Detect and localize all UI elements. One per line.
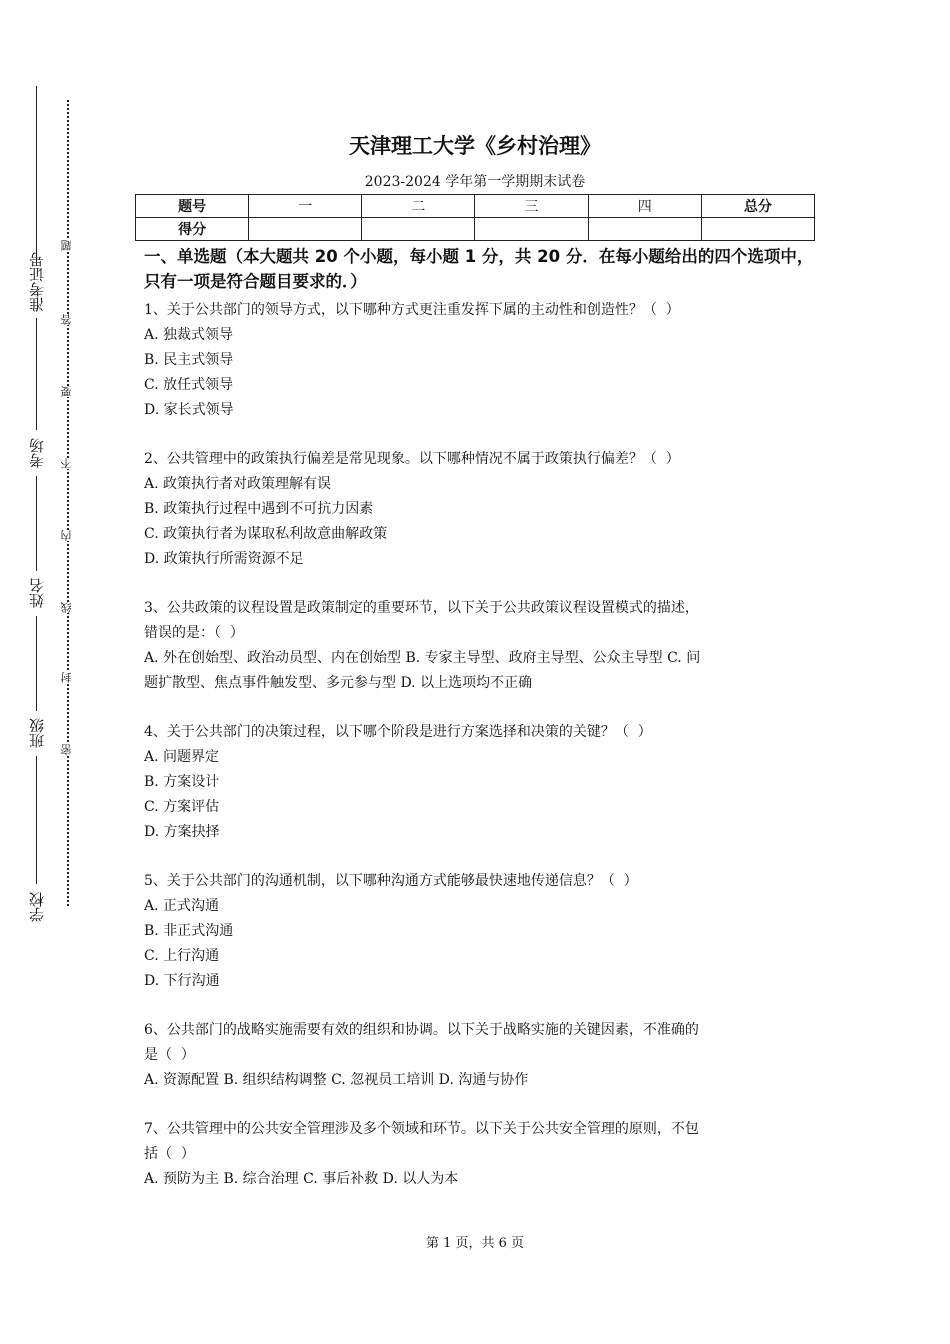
margin-rule (36, 616, 37, 711)
score-table-cell: 题号 (136, 195, 249, 218)
question-line: A. 政策执行者对政策理解有误 (144, 476, 332, 492)
question-block (144, 1018, 816, 1093)
question-line: D. 下行沟通 (144, 973, 220, 989)
question-line: 题扩散型、焦点事件触发型、多元参与型 D. 以上选项均不正确 (144, 675, 533, 691)
score-table-cell: 得分 (136, 218, 249, 241)
score-table-cell: 四 (588, 195, 701, 218)
question-block (144, 596, 816, 696)
question-stem: 1、关于公共部门的领导方式，以下哪种方式更注重发挥下属的主动性和创造性？（ ） (144, 302, 680, 318)
question-line: A. 资源配置 B. 组织结构调整 C. 忽视员工培训 D. 沟通与协作 (144, 1072, 529, 1088)
question-block (144, 720, 816, 845)
page-footer: 第 1 页，共 6 页 (425, 1236, 525, 1251)
question-line: 括（ ） (144, 1146, 195, 1162)
question-line: C. 上行沟通 (144, 948, 220, 964)
question-line: C. 放任式领导 (144, 377, 234, 393)
exam-title: 天津理工大学《乡村治理》 (349, 134, 601, 158)
question-block (144, 869, 816, 994)
question-line: B. 政策执行过程中遇到不可抗力因素 (144, 501, 374, 517)
question-line: A. 正式沟通 (144, 898, 220, 914)
score-input-cell (362, 218, 475, 241)
score-input-cell (475, 218, 588, 241)
score-table (135, 194, 815, 241)
question-stem: 5、关于公共部门的沟通机制，以下哪种沟通方式能够最快速地传递信息？（ ） (144, 873, 638, 889)
question-stem: 7、公共管理中的公共安全管理涉及多个领域和环节。以下关于公共安全管理的原则，不包 (144, 1121, 699, 1137)
seal-dotted-line (67, 100, 69, 906)
seal-char: 线 (60, 602, 76, 613)
question-list (144, 298, 816, 1192)
question-stem: 3、公共政策的议程设置是政策制定的重要环节，以下关于公共政策议程设置模式的描述， (144, 600, 699, 616)
margin-rule (36, 756, 37, 884)
question-block (144, 447, 816, 572)
exam-number-label: 准考证号 (28, 252, 46, 312)
seal-char: 内 (60, 530, 76, 541)
seal-char: 答 (60, 314, 76, 325)
score-input-cell (701, 218, 814, 241)
question-line: 错误的是：（ ） (144, 625, 244, 641)
class-label: 班级 (28, 718, 46, 748)
question-line: 是（ ） (144, 1047, 195, 1063)
seal-char: 要 (60, 386, 76, 397)
question-line: C. 政策执行者为谋取私利故意曲解政策 (144, 526, 388, 542)
seal-char: 封 (60, 672, 76, 683)
score-input-cell (588, 218, 701, 241)
score-table-cell: 二 (362, 195, 475, 218)
seal-char: 题 (60, 240, 76, 251)
question-line: B. 民主式领导 (144, 352, 234, 368)
question-line: A. 问题界定 (144, 749, 220, 765)
seal-char: 密 (60, 744, 76, 755)
question-line: B. 非正式沟通 (144, 923, 234, 939)
question-line: A. 外在创始型、政治动员型、内在创始型 B. 专家主导型、政府主导型、公众主导型 C. 问 (144, 650, 701, 666)
seal-char: 不 (60, 458, 76, 469)
question-stem: 4、关于公共部门的决策过程，以下哪个阶段是进行方案选择和决策的关键？（ ） (144, 724, 652, 740)
score-table-cell: 三 (475, 195, 588, 218)
score-table-score-row (136, 218, 815, 241)
question-line: D. 政策执行所需资源不足 (144, 551, 304, 567)
question-block (144, 298, 816, 423)
score-input-cell (249, 218, 362, 241)
exam-room-label: 考场 (28, 438, 46, 468)
question-line: D. 方案抉择 (144, 824, 220, 840)
margin-rule (36, 476, 37, 571)
name-label: 姓名 (28, 578, 46, 608)
margin-rule (36, 318, 37, 430)
question-line: C. 方案评估 (144, 799, 220, 815)
score-table-header-row (136, 195, 815, 218)
score-table-cell: 一 (249, 195, 362, 218)
question-stem: 6、公共部门的战略实施需要有效的组织和协调。以下关于战略实施的关键因素，不准确的 (144, 1022, 699, 1038)
school-label: 学校 (28, 892, 46, 922)
score-table-cell: 总分 (701, 195, 814, 218)
section-heading: 一、单选题（本大题共 20 个小题，每小题 1 分，共 20 分．在每小题给出的四个选项中，只有一项是符合题目要求的．） (144, 247, 814, 291)
exam-subtitle: 2023-2024 学年第一学期期末试卷 (364, 174, 586, 190)
question-block (144, 1117, 816, 1192)
question-stem: 2、公共管理中的政策执行偏差是常见现象。以下哪种情况不属于政策执行偏差？（ ） (144, 451, 680, 467)
exam-content (144, 244, 816, 1216)
question-line: D. 家长式领导 (144, 402, 234, 418)
question-line: A. 独裁式领导 (144, 327, 234, 343)
question-line: A. 预防为主 B. 综合治理 C. 事后补救 D. 以人为本 (144, 1171, 459, 1187)
question-line: B. 方案设计 (144, 774, 220, 790)
